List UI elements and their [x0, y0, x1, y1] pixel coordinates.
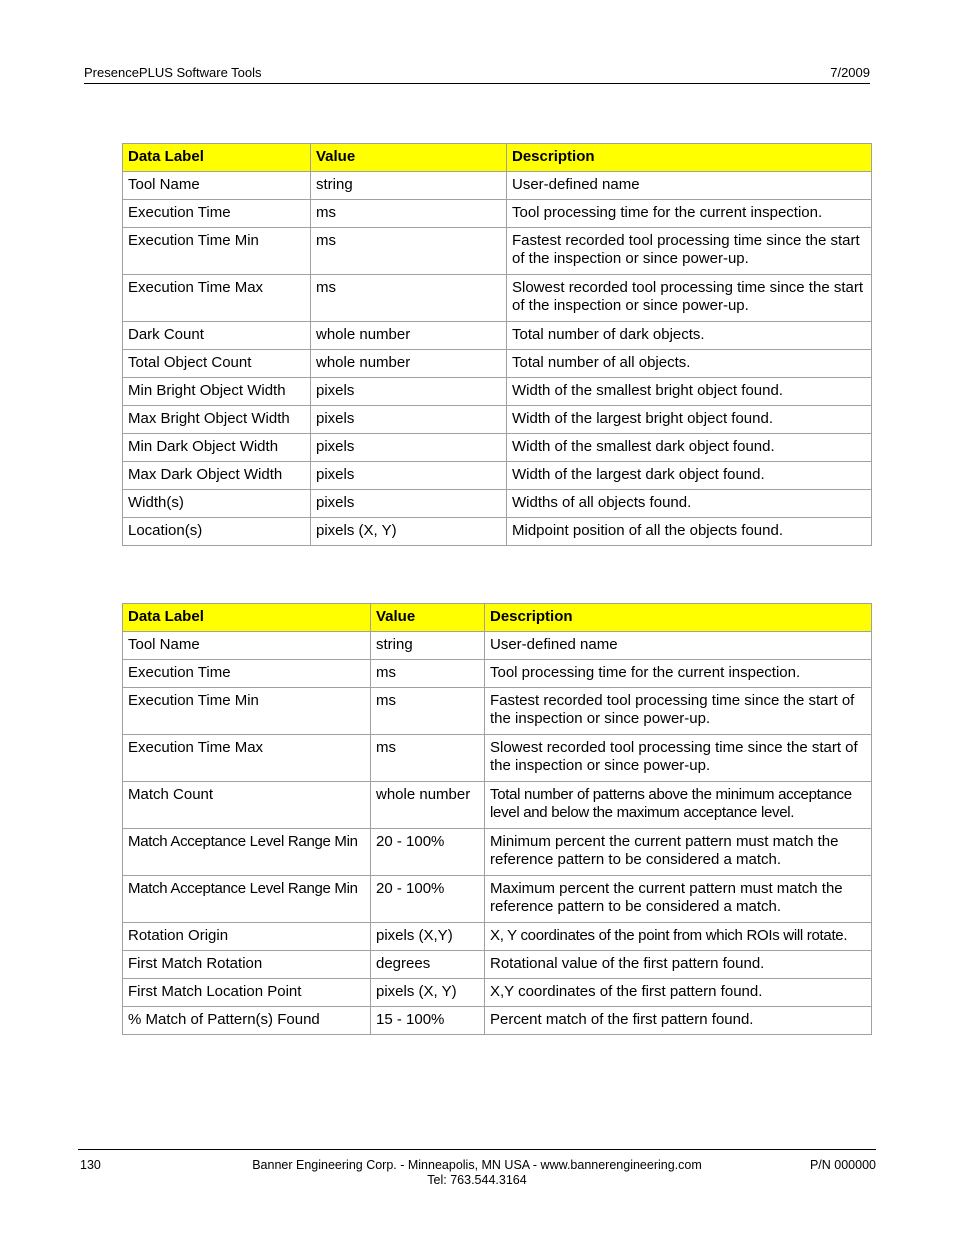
- cell-description: Tool processing time for the current inspection.: [507, 199, 872, 227]
- cell-description: Widths of all objects found.: [507, 489, 872, 517]
- cell-data-label: Rotation Origin: [123, 922, 371, 950]
- column-header-description: Description: [485, 604, 872, 632]
- cell-value: pixels: [311, 377, 507, 405]
- page-number: 130: [80, 1158, 101, 1172]
- cell-description: Total number of patterns above the minimum acceptance level and below the maximum acceptance level.: [485, 781, 872, 828]
- cell-description: X,Y coordinates of the first pattern found.: [485, 978, 872, 1006]
- table-row: [123, 1006, 872, 1034]
- cell-value: ms: [371, 687, 485, 734]
- cell-value: whole number: [371, 781, 485, 828]
- table-row: [123, 227, 872, 274]
- cell-value: pixels (X,Y): [371, 922, 485, 950]
- table-row: [123, 517, 872, 545]
- cell-data-label: Match Acceptance Level Range Min: [123, 875, 371, 922]
- table-row: [123, 274, 872, 321]
- table-row: [123, 349, 872, 377]
- cell-value: pixels (X, Y): [371, 978, 485, 1006]
- table-row: [123, 171, 872, 199]
- cell-data-label: Match Count: [123, 781, 371, 828]
- column-header-description: Description: [507, 144, 872, 172]
- data-table-2: [122, 603, 872, 1035]
- cell-description: Total number of dark objects.: [507, 321, 872, 349]
- column-header-data-label: Data Label: [123, 144, 311, 172]
- table-header-row: [123, 144, 872, 172]
- cell-description: Slowest recorded tool processing time since the start of the inspection or since power-up.: [485, 734, 872, 781]
- table-row: [123, 978, 872, 1006]
- cell-data-label: Execution Time: [123, 199, 311, 227]
- cell-data-label: Max Dark Object Width: [123, 461, 311, 489]
- column-header-value: Value: [311, 144, 507, 172]
- table-row: [123, 489, 872, 517]
- table-row: [123, 687, 872, 734]
- cell-value: whole number: [311, 349, 507, 377]
- cell-description: Width of the largest dark object found.: [507, 461, 872, 489]
- cell-data-label: Execution Time Max: [123, 734, 371, 781]
- cell-value: 20 - 100%: [371, 828, 485, 875]
- cell-data-label: First Match Location Point: [123, 978, 371, 1006]
- cell-data-label: Execution Time: [123, 659, 371, 687]
- cell-value: ms: [311, 274, 507, 321]
- cell-value: pixels: [311, 489, 507, 517]
- cell-value: pixels: [311, 461, 507, 489]
- cell-data-label: Location(s): [123, 517, 311, 545]
- cell-data-label: Tool Name: [123, 631, 371, 659]
- cell-data-label: Min Dark Object Width: [123, 433, 311, 461]
- table-row: [123, 781, 872, 828]
- cell-description: Total number of all objects.: [507, 349, 872, 377]
- cell-description: User-defined name: [507, 171, 872, 199]
- footer-company-info: [78, 1158, 876, 1188]
- cell-value: 20 - 100%: [371, 875, 485, 922]
- cell-data-label: % Match of Pattern(s) Found: [123, 1006, 371, 1034]
- table-row: [123, 321, 872, 349]
- cell-data-label: Execution Time Max: [123, 274, 311, 321]
- part-number: P/N 000000: [809, 1158, 876, 1172]
- cell-value: pixels (X, Y): [311, 517, 507, 545]
- cell-data-label: Width(s): [123, 489, 311, 517]
- cell-value: ms: [371, 734, 485, 781]
- cell-data-label: Execution Time Min: [123, 687, 371, 734]
- footer-tel: Tel: 763.544.3164: [427, 1173, 527, 1187]
- column-header-value: Value: [371, 604, 485, 632]
- table-row: [123, 875, 872, 922]
- table-row: [123, 377, 872, 405]
- cell-description: Fastest recorded tool processing time since the start of the inspection or since power-up.: [485, 687, 872, 734]
- cell-description: User-defined name: [485, 631, 872, 659]
- cell-value: string: [371, 631, 485, 659]
- cell-value: 15 - 100%: [371, 1006, 485, 1034]
- cell-description: X, Y coordinates of the point from which ROIs will rotate.: [485, 922, 872, 950]
- table-row: [123, 405, 872, 433]
- table-row: [123, 659, 872, 687]
- cell-description: Width of the largest bright object found.: [507, 405, 872, 433]
- cell-data-label: Match Acceptance Level Range Min: [123, 828, 371, 875]
- cell-value: pixels: [311, 433, 507, 461]
- cell-description: Midpoint position of all the objects found.: [507, 517, 872, 545]
- table-row: [123, 199, 872, 227]
- cell-data-label: Dark Count: [123, 321, 311, 349]
- table-row: [123, 631, 872, 659]
- table-row: [123, 950, 872, 978]
- cell-value: ms: [311, 199, 507, 227]
- cell-description: Tool processing time for the current inspection.: [485, 659, 872, 687]
- footer-company: Banner Engineering Corp. - Minneapolis, MN USA - www.bannerengineering.com: [252, 1158, 702, 1172]
- page-header: [84, 64, 870, 84]
- cell-data-label: Tool Name: [123, 171, 311, 199]
- cell-description: Maximum percent the current pattern must match the reference pattern to be considered a match.: [485, 875, 872, 922]
- cell-description: Width of the smallest bright object found.: [507, 377, 872, 405]
- cell-description: Fastest recorded tool processing time since the start of the inspection or since power-up.: [507, 227, 872, 274]
- page-footer: [78, 1149, 876, 1187]
- document-title: PresencePLUS Software Tools: [84, 65, 262, 80]
- cell-value: whole number: [311, 321, 507, 349]
- cell-value: degrees: [371, 950, 485, 978]
- table-row: [123, 828, 872, 875]
- cell-value: string: [311, 171, 507, 199]
- data-table-1: [122, 143, 872, 546]
- table-row: [123, 922, 872, 950]
- cell-data-label: Max Bright Object Width: [123, 405, 311, 433]
- cell-data-label: Total Object Count: [123, 349, 311, 377]
- cell-data-label: First Match Rotation: [123, 950, 371, 978]
- cell-value: pixels: [311, 405, 507, 433]
- cell-description: Slowest recorded tool processing time since the start of the inspection or since power-up.: [507, 274, 872, 321]
- cell-description: Width of the smallest dark object found.: [507, 433, 872, 461]
- table-row: [123, 734, 872, 781]
- cell-description: Percent match of the first pattern found.: [485, 1006, 872, 1034]
- table-row: [123, 433, 872, 461]
- cell-value: ms: [311, 227, 507, 274]
- cell-description: Rotational value of the first pattern found.: [485, 950, 872, 978]
- cell-data-label: Execution Time Min: [123, 227, 311, 274]
- table-header-row: [123, 604, 872, 632]
- table-row: [123, 461, 872, 489]
- cell-data-label: Min Bright Object Width: [123, 377, 311, 405]
- cell-value: ms: [371, 659, 485, 687]
- document-date: 7/2009: [830, 65, 870, 80]
- cell-description: Minimum percent the current pattern must match the reference pattern to be considered a match.: [485, 828, 872, 875]
- column-header-data-label: Data Label: [123, 604, 371, 632]
